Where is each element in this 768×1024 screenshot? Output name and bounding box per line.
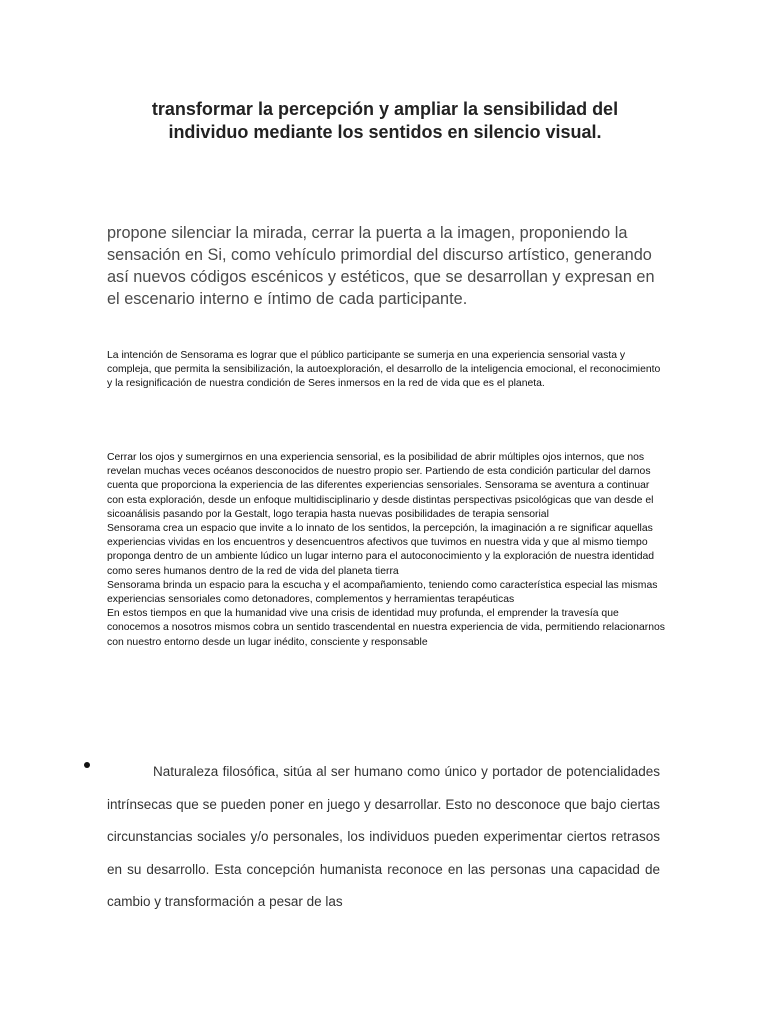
bullet-icon bbox=[84, 762, 90, 768]
description-paragraph: Sensorama brinda un espacio para la escucha y el acompañamiento, teniendo como característica especial las mismas experiencias sensoriales como detonadores, complementos y herramientas terapéuticas bbox=[107, 579, 658, 606]
description-paragraph: En estos tiempos en que la humanidad vive una crisis de identidad muy profunda, el emprender la travesía que conocemos a nosotros mismos cobra un sentido trascendental en nuestra experiencia de vida, permitiendo relacionarnos con nuestro entorno desde un lugar inédito, consciente y responsable bbox=[107, 608, 665, 648]
document-title: transformar la percepción y ampliar la sensibilidad del individuo mediante los sentidos en silencio visual. bbox=[151, 99, 619, 142]
description-paragraph: Cerrar los ojos y sumergirnos en una experiencia sensorial, es la posibilidad de abrir múltiples ojos internos, que nos revelan muchas veces océanos desconocidos de nuestro propio ser. Partiendo de esta condición particular del darnos cuenta que proporciona la experiencia de las diferentes experiencias sensoriales. Sensorama se aventura a continuar con esta exploración, desde un enfoque multidisciplinario y desde distintas perspectivas psicológicas que van desde el sicoanálisis pasando por la Gestalt, logo terapia hasta nuevas posibilidades de terapia sensorial bbox=[107, 452, 654, 520]
bullet-list-item: Naturaleza filosófica, sitúa al ser humano como único y portador de potencialidades intrínsecas que se pueden poner en juego y desarrollar. Esto no desconoce que bajo ciertas circunstancias sociales y/o personales, los individuos pueden experimentar ciertos retrasos en su desarrollo. Esta concepción humanista reconoce en las personas una capacidad de cambio y transformación a pesar de las bbox=[107, 764, 660, 910]
description-paragraph: Sensorama crea un espacio que invite a lo innato de los sentidos, la percepción, la imaginación a re significar aquellas experiencias vividas en los encuentros y desencuentros afectivos que tuvimos en nuestra vida y que al mismo tiempo proponga dentro de un ambiente lúdico un lugar interno para el autoconocimiento y la exploración de nuestra identidad como seres humanos dentro de la red de vida del planeta tierra bbox=[107, 523, 655, 577]
intro-paragraph: propone silenciar la mirada, cerrar la puerta a la imagen, proponiendo la sensación en Si, como vehículo primordial del discurso artístico, generando así nuevos códigos escénicos y estéticos, que se desarrollan y expresan en el escenario interno e íntimo de cada participante. bbox=[107, 224, 655, 308]
intention-paragraph: La intención de Sensorama es lograr que el público participante se sumerja en una experiencia sensorial vasta y compleja, que permita la sensibilización, la autoexploración, el desarrollo de la inteligencia emocional, el reconocimiento y la resignificación de nuestra condición de Seres inmersos en la red de vida que es el planeta. bbox=[107, 350, 661, 390]
description-paragraph-group bbox=[107, 451, 667, 650]
